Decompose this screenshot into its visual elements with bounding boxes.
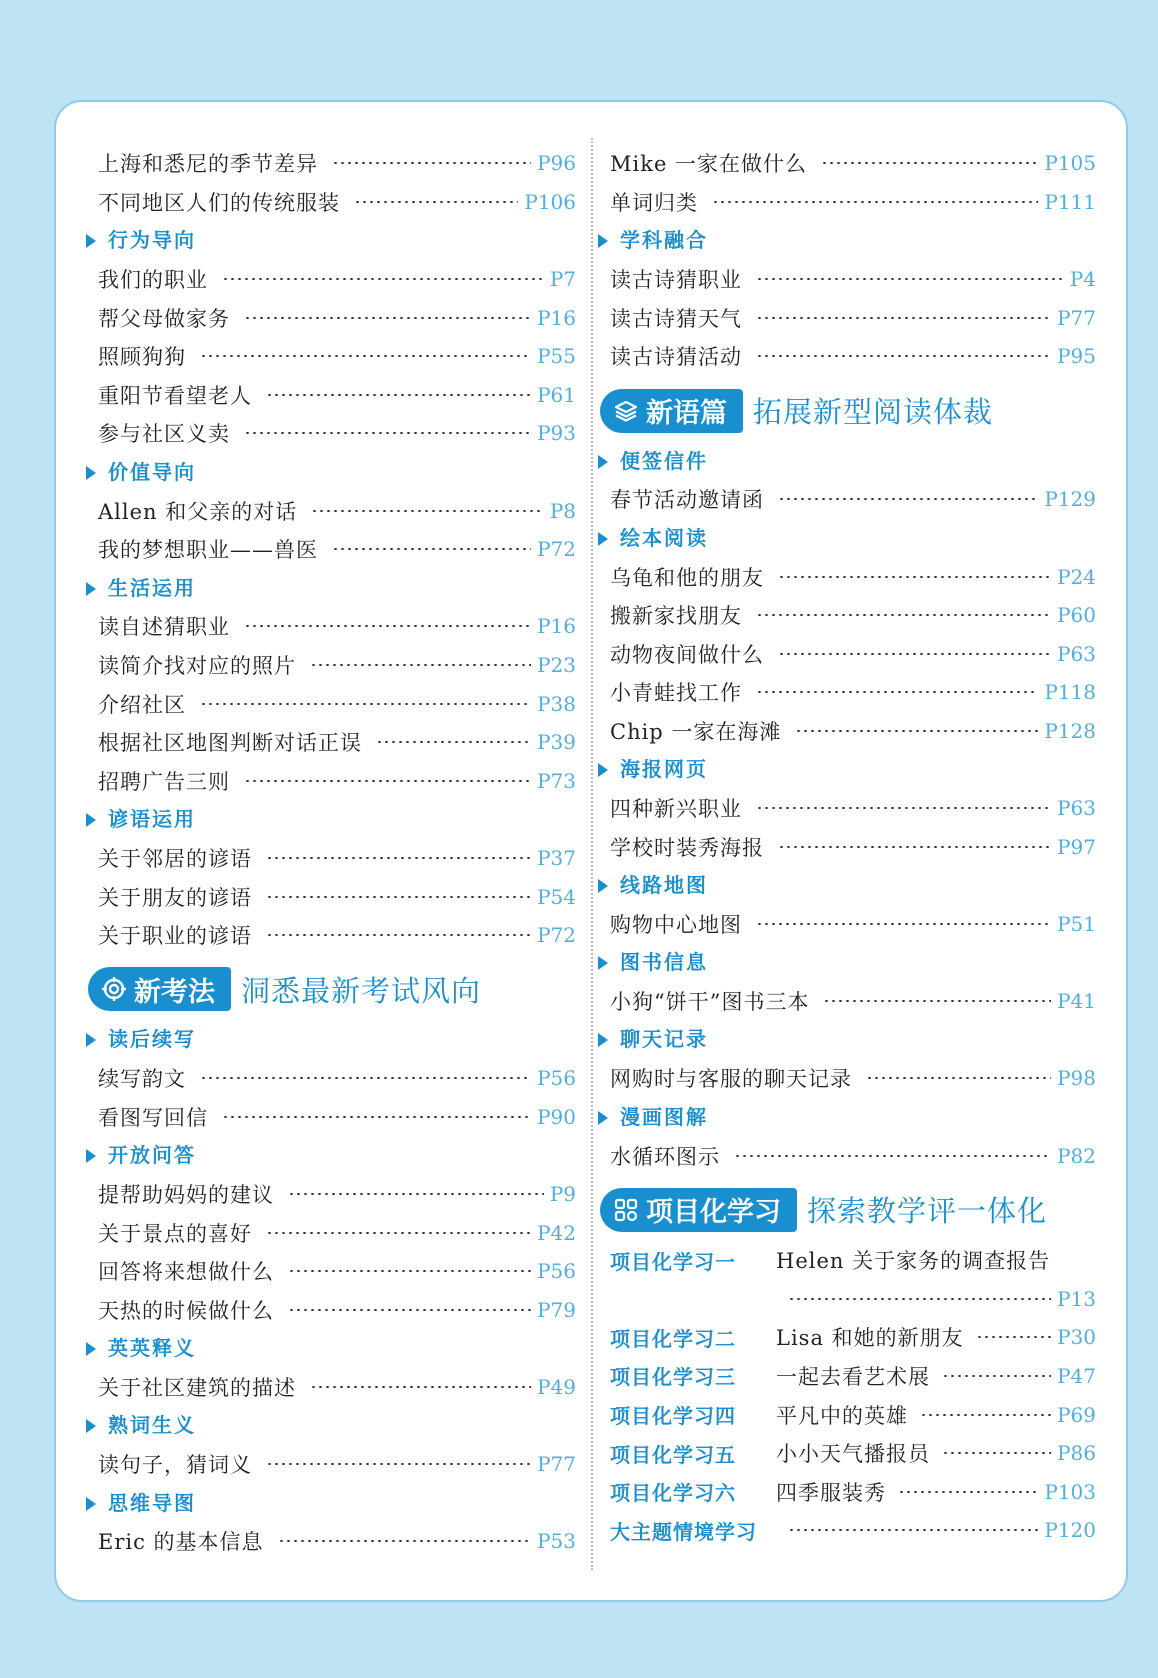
toc-row[interactable] xyxy=(98,916,576,955)
toc-page: P105 xyxy=(1044,151,1096,176)
leader-dots xyxy=(266,857,531,859)
section-heading: 熟词生义 xyxy=(98,1406,576,1445)
toc-title: 乌龟和他的朋友 xyxy=(610,565,764,590)
toc-title: 提帮助妈妈的建议 xyxy=(98,1183,274,1208)
leader-dots xyxy=(778,846,1051,848)
leader-dots xyxy=(266,1463,531,1465)
toc-title: Mike 一家在做什么 xyxy=(610,152,808,177)
leader-dots xyxy=(354,201,518,203)
section-heading: 行为导向 xyxy=(98,221,576,260)
project-label: 项目化学习三 xyxy=(610,1365,736,1390)
toc-title: 招聘广告三则 xyxy=(98,769,230,794)
toc-page: P77 xyxy=(1057,305,1096,330)
column-divider xyxy=(591,138,593,1570)
toc-page: P118 xyxy=(1044,680,1096,705)
triangle-icon xyxy=(86,1149,96,1163)
toc-row[interactable] xyxy=(98,1368,576,1407)
toc-title: 单词归类 xyxy=(610,190,698,215)
banner-subtitle: 洞悉最新考试风向 xyxy=(241,973,482,1008)
project-row[interactable] xyxy=(610,1472,1096,1511)
leader-dots xyxy=(756,614,1051,616)
toc-row[interactable] xyxy=(98,646,576,685)
leader-dots xyxy=(288,1309,531,1311)
leader-dots xyxy=(778,653,1051,655)
toc-row[interactable] xyxy=(98,877,576,916)
project-row[interactable] xyxy=(610,1434,1096,1473)
toc-row[interactable] xyxy=(98,144,576,183)
toc-page: P79 xyxy=(537,1297,576,1322)
toc-row[interactable] xyxy=(98,762,576,801)
triangle-icon xyxy=(598,1033,608,1047)
toc-page: P8 xyxy=(549,498,576,523)
leader-dots xyxy=(778,498,1038,500)
banner-subtitle: 探索教学评一体化 xyxy=(807,1194,1048,1229)
leader-dots xyxy=(278,1540,532,1542)
toc-title: Lisa 和她的新朋友 xyxy=(776,1326,964,1351)
project-row-continued[interactable] xyxy=(610,1279,1096,1318)
toc-title: 关于社区建筑的描述 xyxy=(98,1376,296,1401)
project-label: 项目化学习二 xyxy=(610,1326,736,1351)
triangle-icon xyxy=(598,455,608,469)
section-heading: 线路地图 xyxy=(610,866,1096,905)
section-heading: 价值导向 xyxy=(98,453,576,492)
toc-page: P23 xyxy=(537,653,576,678)
project-label: 项目化学习四 xyxy=(610,1404,736,1429)
banner-label: 新语篇 xyxy=(600,389,743,433)
toc-title: 平凡中的英雄 xyxy=(776,1403,908,1428)
section-heading: 海报网页 xyxy=(610,750,1096,789)
toc-page: P9 xyxy=(549,1182,576,1207)
toc-page: P111 xyxy=(1044,189,1096,214)
toc-title: 学校时装秀海报 xyxy=(610,835,764,860)
toc-page: P95 xyxy=(1057,344,1096,369)
toc-title: 读简介找对应的照片 xyxy=(98,654,296,679)
section-heading: 英英释义 xyxy=(98,1329,576,1368)
toc-row[interactable] xyxy=(610,1059,1096,1098)
toc-page: P41 xyxy=(1057,989,1096,1014)
toc-row[interactable] xyxy=(610,712,1096,751)
toc-row[interactable] xyxy=(98,1059,576,1098)
triangle-icon xyxy=(86,813,96,827)
toc-row[interactable] xyxy=(98,298,576,337)
leader-dots xyxy=(821,162,1038,164)
toc-title: 帮父母做家务 xyxy=(98,306,230,331)
leader-dots xyxy=(756,278,1064,280)
toc-page: P63 xyxy=(1057,641,1096,666)
toc-page: P86 xyxy=(1057,1441,1096,1466)
toc-page: P56 xyxy=(537,1259,576,1284)
toc-page: P7 xyxy=(549,267,576,292)
toc-row[interactable] xyxy=(610,144,1096,183)
toc-title: 上海和悉尼的季节差异 xyxy=(98,152,318,177)
leader-dots xyxy=(976,1336,1051,1338)
leader-dots xyxy=(266,1232,531,1234)
section-heading: 谚语运用 xyxy=(98,800,576,839)
section-heading: 读后续写 xyxy=(98,1020,576,1059)
toc-page: P90 xyxy=(537,1104,576,1129)
toc-row[interactable] xyxy=(98,723,576,762)
toc-title: 关于职业的谚语 xyxy=(98,924,252,949)
toc-row[interactable] xyxy=(98,1213,576,1252)
banner-subtitle: 拓展新型阅读体裁 xyxy=(753,395,994,430)
toc-title: 一起去看艺术展 xyxy=(776,1364,930,1389)
leader-dots xyxy=(266,394,531,396)
leader-dots xyxy=(942,1375,1051,1377)
toc-title: 网购时与客服的聊天记录 xyxy=(610,1067,852,1092)
leader-dots xyxy=(244,317,531,319)
toc-row[interactable] xyxy=(610,673,1096,712)
toc-title: Helen 关于家务的调查报告 xyxy=(776,1249,1051,1274)
toc-title: 关于景点的喜好 xyxy=(98,1221,252,1246)
leader-dots xyxy=(756,691,1038,693)
toc-row[interactable] xyxy=(98,839,576,878)
project-learning-banner xyxy=(600,1181,1096,1239)
project-row[interactable] xyxy=(610,1395,1096,1434)
toc-row[interactable] xyxy=(610,480,1096,519)
toc-page: P61 xyxy=(537,382,576,407)
toc-title: 看图写回信 xyxy=(98,1105,208,1130)
leader-dots xyxy=(332,548,531,550)
toc-title: 续写韵文 xyxy=(98,1067,186,1092)
triangle-icon xyxy=(86,1419,96,1433)
toc-row[interactable] xyxy=(98,1252,576,1291)
leader-dots xyxy=(200,1077,531,1079)
leader-dots xyxy=(222,1116,531,1118)
toc-page: P82 xyxy=(1057,1143,1096,1168)
section-heading: 聊天记录 xyxy=(610,1020,1096,1059)
toc-row[interactable] xyxy=(610,1136,1096,1175)
toc-page: P106 xyxy=(524,189,576,214)
section-heading: 便签信件 xyxy=(610,442,1096,481)
toc-row[interactable] xyxy=(610,789,1096,828)
toc-title: Eric 的基本信息 xyxy=(98,1530,264,1555)
toc-page: P103 xyxy=(1044,1479,1096,1504)
toc-row[interactable] xyxy=(610,635,1096,674)
section-heading: 思维导图 xyxy=(98,1484,576,1523)
section-heading: 开放问答 xyxy=(98,1136,576,1175)
triangle-icon xyxy=(598,879,608,893)
leader-dots xyxy=(288,1193,544,1195)
triangle-icon xyxy=(598,234,608,248)
toc-row[interactable] xyxy=(98,376,576,415)
toc-page: P16 xyxy=(537,614,576,639)
triangle-icon xyxy=(598,956,608,970)
project-label: 大主题情境学习 xyxy=(610,1519,757,1544)
triangle-icon xyxy=(598,1111,608,1125)
toc-title: 照顾狗狗 xyxy=(98,345,186,370)
leader-dots xyxy=(712,201,1038,203)
leader-dots xyxy=(311,510,544,512)
toc-title: 四季服装秀 xyxy=(776,1480,886,1505)
triangle-icon xyxy=(86,1342,96,1356)
triangle-icon xyxy=(598,763,608,777)
toc-page: P37 xyxy=(537,845,576,870)
project-row[interactable] xyxy=(610,1357,1096,1396)
toc-page: P72 xyxy=(537,537,576,562)
toc-title: 介绍社区 xyxy=(98,692,186,717)
toc-row[interactable] xyxy=(98,414,576,453)
leader-dots xyxy=(310,1386,531,1388)
toc-title: 我们的职业 xyxy=(98,268,208,293)
leader-dots xyxy=(266,934,531,936)
toc-title: 读自述猜职业 xyxy=(98,615,230,640)
toc-page: P4 xyxy=(1069,267,1096,292)
leader-dots xyxy=(244,432,531,434)
toc-page: P93 xyxy=(537,421,576,446)
toc-page: P54 xyxy=(537,884,576,909)
leader-dots xyxy=(823,1000,1051,1002)
toc-title: 小青蛙找工作 xyxy=(610,681,742,706)
toc-row[interactable] xyxy=(98,491,576,530)
leader-dots xyxy=(778,576,1051,578)
section-heading: 绘本阅读 xyxy=(610,519,1096,558)
toc-row[interactable] xyxy=(98,1098,576,1137)
toc-title: 回答将来想做什么 xyxy=(98,1260,274,1285)
leader-dots xyxy=(244,625,531,627)
toc-title: 读古诗猜天气 xyxy=(610,306,742,331)
toc-title: 读古诗猜活动 xyxy=(610,345,742,370)
toc-page: P128 xyxy=(1044,719,1096,744)
project-label: 项目化学习五 xyxy=(610,1442,736,1467)
toc-page: P72 xyxy=(537,923,576,948)
toc-title: 重阳节看望老人 xyxy=(98,383,252,408)
toc-row[interactable] xyxy=(610,828,1096,867)
leader-dots xyxy=(756,807,1051,809)
toc-title: 参与社区义卖 xyxy=(98,422,230,447)
toc-row[interactable] xyxy=(98,260,576,299)
toc-page: P51 xyxy=(1057,911,1096,936)
toc-page: P69 xyxy=(1057,1402,1096,1427)
toc-title: 春节活动邀请函 xyxy=(610,488,764,513)
leader-dots xyxy=(266,896,531,898)
toc-title: 天热的时候做什么 xyxy=(98,1298,274,1323)
leader-dots xyxy=(756,355,1051,357)
triangle-icon xyxy=(86,466,96,480)
toc-title: 水循环图示 xyxy=(610,1144,720,1169)
toc-title: Chip 一家在海滩 xyxy=(610,720,782,745)
toc-page: P129 xyxy=(1044,487,1096,512)
leader-dots xyxy=(734,1155,1051,1157)
leader-dots xyxy=(310,664,531,666)
toc-page: P60 xyxy=(1057,603,1096,628)
leader-dots xyxy=(920,1414,1051,1416)
toc-row[interactable] xyxy=(610,183,1096,222)
toc-page: P24 xyxy=(1057,564,1096,589)
toc-title: 四种新兴职业 xyxy=(610,797,742,822)
left-column xyxy=(98,144,576,1561)
triangle-icon xyxy=(86,234,96,248)
leader-dots xyxy=(200,703,531,705)
leader-dots xyxy=(788,1529,1038,1531)
leader-dots xyxy=(795,730,1038,732)
triangle-icon xyxy=(598,532,608,546)
grid-icon xyxy=(614,1198,638,1222)
toc-row[interactable] xyxy=(610,596,1096,635)
big-theme-row[interactable] xyxy=(610,1511,1096,1550)
section-heading: 漫画图解 xyxy=(610,1098,1096,1137)
project-row[interactable] xyxy=(610,1241,1096,1280)
leader-dots xyxy=(942,1452,1051,1454)
triangle-icon xyxy=(86,1033,96,1047)
section-heading: 学科融合 xyxy=(610,221,1096,260)
toc-row[interactable] xyxy=(610,982,1096,1021)
new-text-banner xyxy=(600,382,1096,440)
toc-page: P30 xyxy=(1057,1325,1096,1350)
layers-icon xyxy=(614,399,638,423)
toc-row[interactable] xyxy=(610,337,1096,376)
toc-page: P56 xyxy=(537,1066,576,1091)
toc-row[interactable] xyxy=(98,530,576,569)
toc-row[interactable] xyxy=(610,298,1096,337)
leader-dots xyxy=(898,1491,1038,1493)
target-icon xyxy=(102,977,126,1001)
toc-page: P55 xyxy=(537,344,576,369)
right-column xyxy=(610,144,1096,1550)
toc-title: 不同地区人们的传统服装 xyxy=(98,190,340,215)
leader-dots xyxy=(222,278,544,280)
toc-title: 动物夜间做什么 xyxy=(610,642,764,667)
toc-page: P53 xyxy=(537,1529,576,1554)
toc-page: P38 xyxy=(537,691,576,716)
leader-dots xyxy=(244,780,531,782)
triangle-icon xyxy=(86,1497,96,1511)
toc-title: 读古诗猜职业 xyxy=(610,268,742,293)
toc-page: P73 xyxy=(537,768,576,793)
leader-dots xyxy=(756,317,1051,319)
toc-page: P13 xyxy=(1057,1286,1096,1311)
toc-page: P42 xyxy=(537,1220,576,1245)
triangle-icon xyxy=(86,582,96,596)
toc-row[interactable] xyxy=(98,607,576,646)
toc-page: P120 xyxy=(1044,1518,1096,1543)
project-row[interactable] xyxy=(610,1318,1096,1357)
new-exam-banner xyxy=(88,960,576,1018)
leader-dots xyxy=(288,1270,531,1272)
leader-dots xyxy=(200,355,531,357)
toc-page: P97 xyxy=(1057,834,1096,859)
section-heading: 图书信息 xyxy=(610,943,1096,982)
toc-row[interactable] xyxy=(98,183,576,222)
project-label: 项目化学习六 xyxy=(610,1481,736,1506)
toc-title: 小狗“饼干”图书三本 xyxy=(610,990,810,1015)
toc-row[interactable] xyxy=(610,260,1096,299)
toc-page: P47 xyxy=(1057,1363,1096,1388)
toc-page: P77 xyxy=(537,1452,576,1477)
banner-label: 新考法 xyxy=(88,967,231,1011)
toc-row[interactable] xyxy=(98,684,576,723)
toc-row[interactable] xyxy=(610,905,1096,944)
toc-page: P96 xyxy=(537,151,576,176)
section-heading: 生活运用 xyxy=(98,569,576,608)
banner-label: 项目化学习 xyxy=(600,1188,797,1232)
project-label: 项目化学习一 xyxy=(610,1249,736,1274)
leader-dots xyxy=(376,741,531,743)
toc-page: P98 xyxy=(1057,1066,1096,1091)
toc-row[interactable] xyxy=(98,1445,576,1484)
toc-title: 根据社区地图判断对话正误 xyxy=(98,731,362,756)
toc-title: 购物中心地图 xyxy=(610,912,742,937)
toc-page: P63 xyxy=(1057,796,1096,821)
toc-title: 关于邻居的谚语 xyxy=(98,846,252,871)
toc-row[interactable] xyxy=(98,337,576,376)
leader-dots xyxy=(756,923,1051,925)
toc-title: 小小天气播报员 xyxy=(776,1442,930,1467)
toc-page: P49 xyxy=(537,1375,576,1400)
toc-row[interactable] xyxy=(98,1175,576,1214)
toc-title: 我的梦想职业——兽医 xyxy=(98,538,318,563)
toc-page: P16 xyxy=(537,305,576,330)
toc-row[interactable] xyxy=(98,1291,576,1330)
toc-page: P39 xyxy=(537,730,576,755)
leader-dots xyxy=(332,162,531,164)
toc-row[interactable] xyxy=(98,1522,576,1561)
leader-dots xyxy=(788,1298,1051,1300)
toc-title: 关于朋友的谚语 xyxy=(98,885,252,910)
toc-title: 搬新家找朋友 xyxy=(610,604,742,629)
leader-dots xyxy=(866,1077,1051,1079)
toc-row[interactable] xyxy=(610,557,1096,596)
toc-title: 读句子，猜词义 xyxy=(98,1453,252,1478)
toc-title: Allen 和父亲的对话 xyxy=(98,499,298,524)
